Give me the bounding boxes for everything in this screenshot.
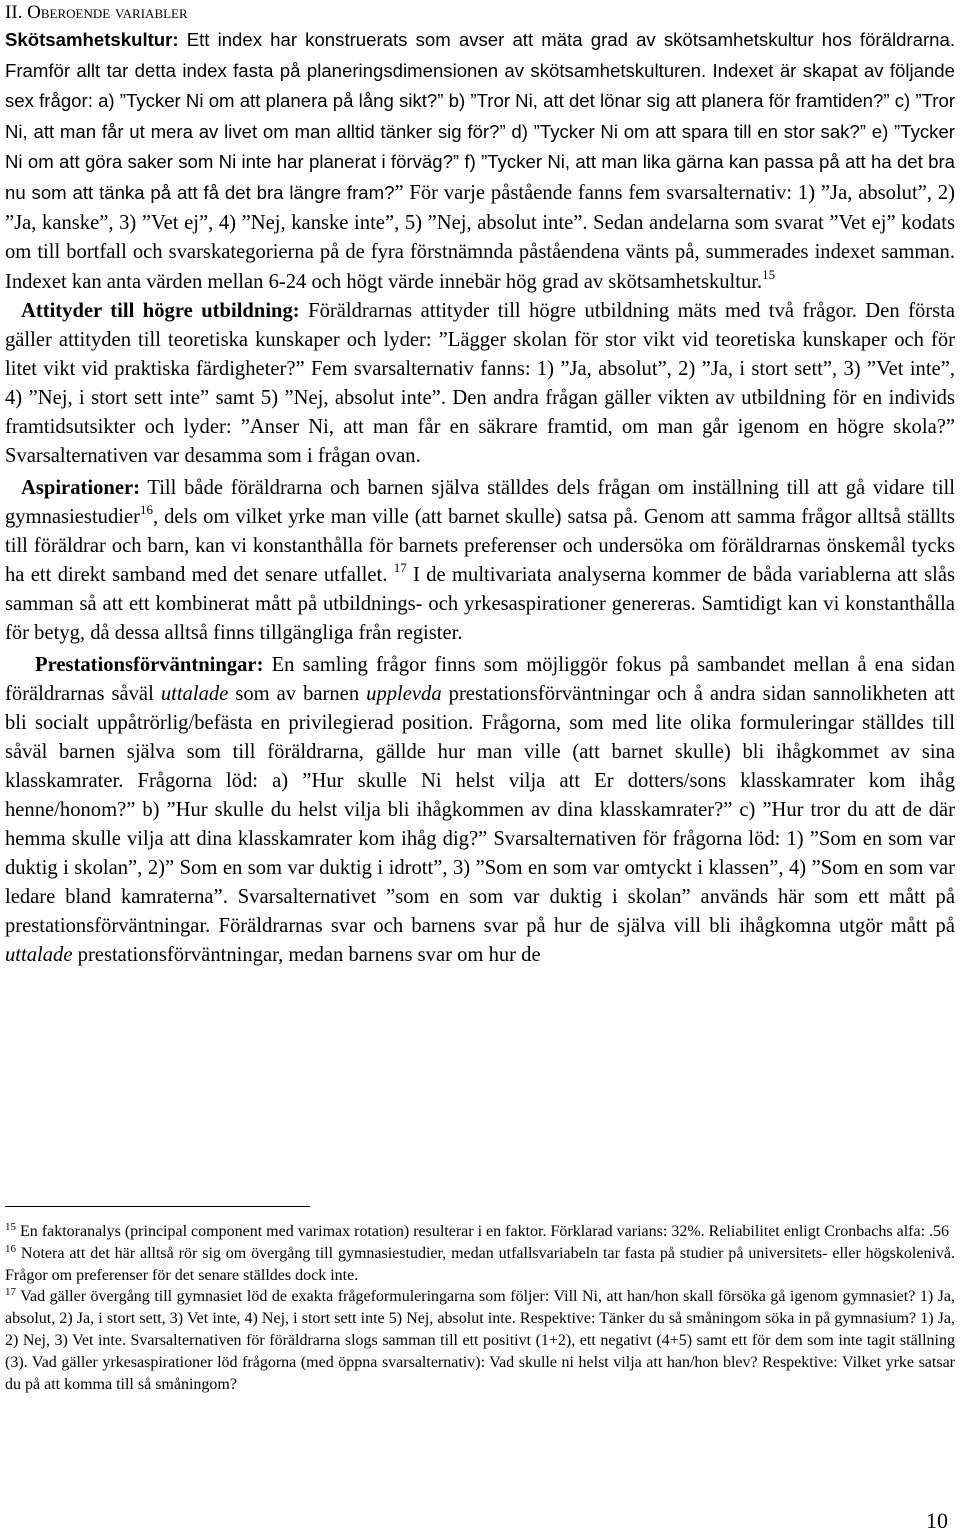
p1-text-b: ” b) ”Tror Ni, att det lönar sig att planera för framtiden?” c) ”Tror Ni, att man får ut mera av livet om man alltid tänker sig för?” d) ”Tycker Ni om att spara till en stor sak?” e) ”Tycker Ni om att göra saker som Ni inte har planerat i förväg?” f) ”Tycker Ni, att man lika gärna kan passa på att ha det bra nu som att tänka på att få det bra längre fram? (5, 90, 956, 203)
paragraph-skotsamhetskultur (5, 25, 955, 297)
paragraph-aspirationer (5, 474, 955, 648)
term-attityder: Attityder till högre utbildning: (21, 300, 300, 323)
section-numeral: II. (5, 2, 23, 23)
footnote-ref-15[interactable]: 15 (762, 266, 776, 282)
p3-text-c: I de multivariata analyserna kommer de båda variablerna att slås samman så att ett kombinerat mått på utbildnings- och yrkesaspirationer genereras. Samtidigt kan vi konstanthålla för betyg, då dessa alltså finns tillgängliga från register. (5, 564, 955, 645)
p4-text-c: prestationsförväntningar och å andra sidan sannolikheten att bli socialt uppåtrörlig/befästa en privilegierad position. Frågorna, som med lite olika formuleringar ställdes till såväl barnen själva som till föräldrarna, gällde hur man ville (att barnet skulle) bli ihågkommet av sina klasskamrater. Frågorna löd: a) ”Hur skulle Ni helst vilja att Er dotters/sons klasskamrater kom ihåg henne/honom?” b) ”Hur skulle du helst vilja bli ihågkommen av dina klasskamrater?” c) ”Hur tror du att de där hemma skulle vilja att dina klasskamrater kom ihåg dig?” Svarsalternativen för frågorna löd: 1) ”Som en som var duktig i skolan”, 2)” Som en som var duktig i idrott”, 3) ”Som en som var omtyckt i klassen”, 4) ”Som en som var ledare bland kamraterna”. Svarsalternativet ”som en som var duktig i skolan” används här som ett mått på prestationsförväntningar. Föräldrarnas svar och barnens svar på hur de själva vill bli ihågkomna utgör mått på (5, 683, 956, 938)
document-page (5, 0, 955, 1537)
paragraph-attityder (5, 297, 955, 471)
p4-emphasis-uttalade-2: uttalade (5, 944, 73, 967)
footnote-number: 15 (5, 1221, 16, 1233)
p4-text-b: som av barnen (228, 683, 367, 706)
footnote-text: Vad gäller övergång till gymnasiet löd de exakta frågeformuleringarna som följer: Vill Ni, att han/hon skall försöka gå igenom gymnasiet? 1) Ja, absolut, 2) Ja, i stort sett, 3) Vet inte, 4) Nej, i stort sett inte 5) Nej, absolut inte. Respektive: Tänker du så småningom söka in på gymnasium? 1) Ja, 2) Nej, 3) Vet inte. Svarsalternativen för föräldrarna slogs samman till ett positivt (1+2), ett negativt (4+5) samt ett för dem som inte tagit ställning (3). Vad gäller yrkesaspirationer löd frågorna (med öppna svarsalternativ): Vad skulle ni helst vilja att han/hon blev? Respektive: Vilket yrke satsar du på att komma till så småningom? (5, 1288, 955, 1393)
footnote-number: 16 (5, 1242, 16, 1255)
p3-text-b: , dels om vilket yrke man ville (att barnet skulle) satsa på. Genom att samma frågor alltså ställts till föräldrar och barn, kan vi konstanthålla för barnets preferenser och undersöka om föräldrarnas önskemål tycks ha ett direkt samband med det senare utfallet. (5, 506, 955, 587)
footnote-ref-17[interactable]: 17 (393, 560, 407, 576)
footnotes (5, 1206, 955, 1395)
term-aspirationer: Aspirationer: (21, 477, 140, 500)
term-prestationsforvantningar: Prestationsförväntningar: (35, 654, 264, 677)
page-number: 10 (926, 1508, 948, 1533)
term-skotsamhetskultur: Skötsamhetskultur: (5, 29, 179, 50)
footnote-text: Notera att det här alltså rör sig om övergång till gymnasiestudier, medan utfallsvariabeln tar fasta på studier på universitets- eller högskolenivå. Frågor om preferenser för det senare ställdes dock inte. (5, 1244, 955, 1284)
p4-text-a: En samling frågor finns som möjliggör fokus på sambandet mellan å ena sidan föräldrarnas såväl (5, 654, 955, 706)
p1-text-c: ” För varje påstående fanns fem svarsalternativ: 1) ”Ja, absolut”, 2) ”Ja, kanske”, 3) ”Vet ej”, 4) ”Nej, kanske inte”, 5) ”Nej, absolut inte”. Sedan andelarna som svarat ”Vet ej” kodats om till bortfall och svarskategorierna på de fyra förstnämnda påståendena vänts på, summerades indexet samman. Indexet kan anta värden mellan 6-24 och högt värde innebär hög grad av skötsamhetskultur. (5, 181, 955, 293)
p4-text-d: prestationsförväntningar, medan barnens svar om hur de (72, 944, 541, 967)
section-heading (5, 0, 955, 26)
p4-emphasis-uttalade: uttalade (160, 683, 229, 706)
footnote-16 (5, 1243, 955, 1287)
section-title: Oberoende variabler (27, 2, 188, 23)
footnote-text: En faktoranalys (principal component med varimax rotation) resulterar i en faktor. Förklarad varians: 32%. Reliabilitet enligt Cronbachs alfa: .56 (16, 1223, 950, 1240)
footnote-ref-16[interactable]: 16 (139, 502, 153, 518)
footnote-number: 17 (5, 1286, 16, 1299)
paragraph-prestationsforvantningar (5, 651, 955, 970)
footnote-15 (5, 1221, 955, 1243)
footnote-divider (5, 1206, 310, 1207)
p2-text: Föräldrarnas attityder till högre utbildning mäts med två frågor. Den första gäller attityden till teoretiska kunskaper och lyder: ”Lägger skolan för stor vikt vid teoretiska kunskaper och för litet vikt vid praktiska färdigheter?” Fem svarsalternativ fanns: 1) ”Ja, absolut”, 2) ”Ja, i stort sett”, 3) ”Vet inte”, 4) ”Nej, i stort sett inte” samt 5) ”Nej, absolut inte”. Den andra frågan gäller vikten av utbildning för en individs framtidsutsikter och lyder: ”Anser Ni, att man får en säkrare framtid, om man går igenom en högre skola?” Svarsalternativen var desamma som i frågan ovan. (5, 300, 955, 468)
p3-text-a: Till både föräldrarna och barnen själva ställdes dels frågan om inställning till att gå vidare till gymnasiestudier (5, 477, 955, 529)
p1-text-a: Ett index har konstruerats som avser att mäta grad av skötsamhetskultur hos föräldrarna. Framför allt tar detta index fasta på planeringsdimensionen av skötsamhetskulturen. Indexet är skapat av följande sex frågor: a) ”Tycker Ni om att planera på lång sikt? (5, 29, 955, 112)
footnote-17 (5, 1286, 955, 1395)
p4-emphasis-upplevda: upplevda (366, 683, 442, 706)
